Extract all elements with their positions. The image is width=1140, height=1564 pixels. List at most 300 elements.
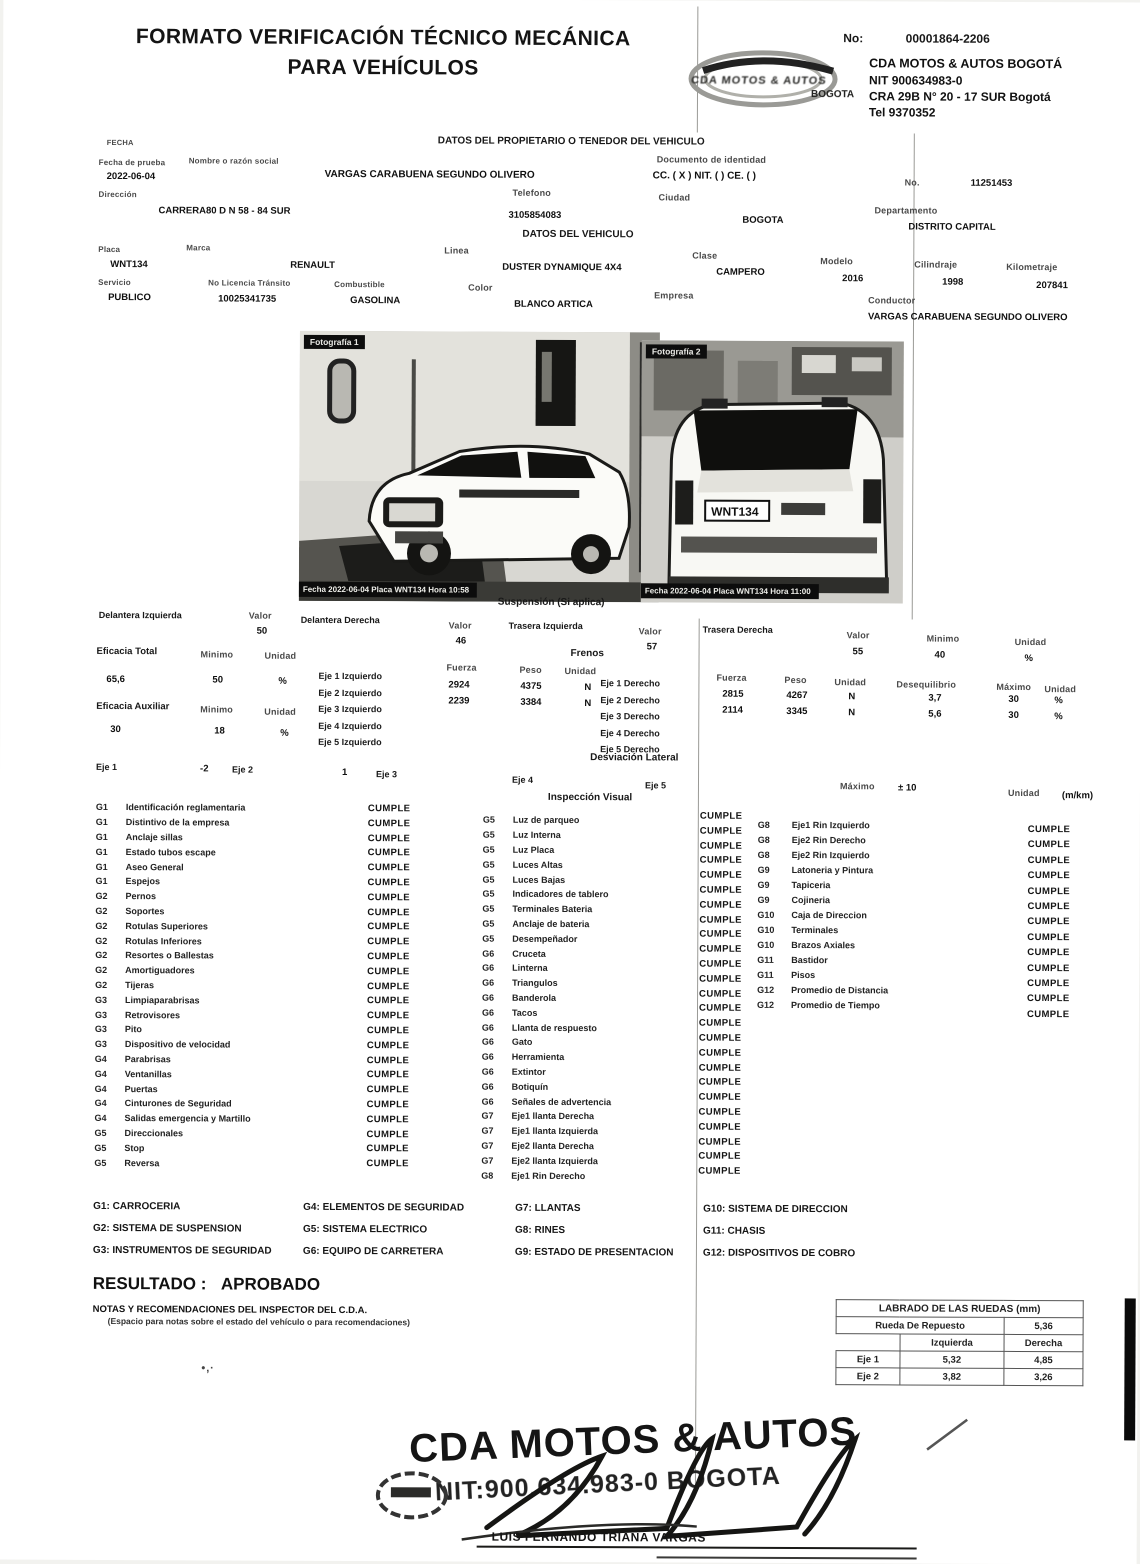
item-code: G5: [482, 815, 495, 826]
company-nit: NIT 900634983-0: [869, 73, 963, 88]
inspection-item: [757, 967, 967, 983]
resultado: [93, 1274, 320, 1295]
handwritten-mark: • , ·: [201, 1362, 214, 1375]
eje-derecho-label: Eje 3 Derecho: [600, 711, 660, 722]
item-label: Ventanillas: [124, 1068, 172, 1079]
documento-no-label: No.: [904, 177, 920, 188]
item-result: CUMPLE: [1027, 977, 1070, 990]
frenos-left-row2-fuerza: 2239: [448, 695, 470, 707]
inspection-item: [94, 1140, 344, 1156]
legend-item: G9: ESTADO DE PRESENTACION: [514, 1246, 674, 1259]
item-result: CUMPLE: [367, 965, 410, 978]
eje-izquierdo-label: Eje 5 Izquierdo: [318, 736, 382, 748]
frenos-right-row2-maximo: 30: [1008, 709, 1019, 721]
licencia-value: 10025341735: [218, 293, 277, 305]
item-label: Promedio de Distancia: [791, 984, 889, 995]
inspection-item: [481, 1123, 691, 1139]
item-code: G10: [757, 939, 775, 950]
resultado-value: APROBADO: [220, 1274, 321, 1294]
item-code: G4: [94, 1053, 107, 1064]
eficacia-aux-minimo-label: Minimo: [200, 704, 234, 715]
susp-entry-1-valor-label: Valor: [248, 610, 272, 621]
item-label: Tijeras: [125, 980, 154, 991]
item-result: CUMPLE: [698, 1017, 742, 1029]
item-label: Eje1 Rin Derecho: [511, 1170, 586, 1181]
frenos-right-row1-unidad: N: [848, 691, 856, 703]
frenos-left-peso-label: Peso: [519, 664, 542, 675]
form-title-line2: PARA VEHÍCULOS: [287, 56, 479, 81]
item-label: Stop: [124, 1142, 145, 1153]
item-result: CUMPLE: [699, 810, 743, 822]
item-label: Estado tubos escape: [125, 846, 216, 858]
inspection-item: [757, 982, 967, 998]
item-result: CUMPLE: [1027, 870, 1071, 882]
item-code: G3: [94, 1024, 107, 1035]
inspection-item: [96, 830, 346, 846]
inspection-item: [482, 887, 692, 903]
inspection-item: [481, 1153, 691, 1169]
item-code: G5: [482, 874, 495, 885]
signature-line-2: [657, 1556, 917, 1559]
frenos-right-fuerza-label: Fuerza: [716, 672, 747, 683]
item-result: CUMPLE: [699, 825, 743, 837]
photo-1-label: Fotografía 1: [304, 335, 365, 349]
item-result: CUMPLE: [367, 877, 411, 889]
photo-2-plate-text: WNT134: [711, 504, 759, 519]
item-label: Cinturones de Seguridad: [124, 1098, 232, 1109]
inspection-item: [96, 859, 346, 875]
item-code: G7: [481, 1155, 494, 1166]
item-result: CUMPLE: [698, 1002, 742, 1015]
item-code: G9: [757, 894, 770, 905]
legend-item: G8: RINES: [515, 1224, 566, 1236]
eficacia-aux-unidad-value: %: [280, 727, 289, 739]
legend-item: G4: ELEMENTOS DE SEGURIDAD: [303, 1201, 465, 1214]
item-code: G8: [481, 1170, 494, 1181]
inspection-item: [757, 922, 967, 938]
eficacia-total-value: 65,6: [106, 673, 125, 686]
inspection-item: [482, 1020, 692, 1036]
item-label: Puertas: [124, 1083, 158, 1094]
kilometraje-value: 207841: [1036, 280, 1068, 292]
desviacion-maximo-value: ± 10: [897, 782, 917, 794]
desviacion-eje3-label: Eje 3: [376, 769, 398, 780]
eje-derecho-label: Eje 1 Derecho: [600, 678, 660, 689]
item-code: G4: [94, 1068, 107, 1079]
item-code: G6: [482, 977, 495, 988]
inspection-item: [482, 916, 692, 932]
frenos-left-eje-list: [318, 671, 382, 754]
item-result: CUMPLE: [1027, 947, 1070, 959]
inspection-item: [94, 1155, 344, 1171]
item-result: CUMPLE: [366, 1010, 410, 1022]
ciudad-value: BOGOTA: [742, 214, 784, 226]
vehicle-photo-2: [641, 340, 904, 603]
eje-derecho-label: Eje 5 Derecho: [600, 744, 660, 755]
inspection-item: [95, 933, 345, 949]
item-code: G1: [95, 802, 108, 813]
item-result: CUMPLE: [698, 1121, 742, 1133]
inspection-item: [757, 997, 967, 1013]
item-result: CUMPLE: [698, 1091, 742, 1103]
item-label: Llanta de respuesto: [511, 1022, 597, 1033]
modelo-label: Modelo: [820, 256, 853, 267]
inspection-item: [95, 1066, 345, 1082]
linea-value: DUSTER DYNAMIQUE 4X4: [502, 261, 622, 274]
labrado-table: [835, 1299, 1083, 1386]
item-result: CUMPLE: [366, 1113, 410, 1126]
frenos-unidad2-label: Unidad: [1044, 684, 1077, 695]
legend-item: G3: INSTRUMENTOS DE SEGURIDAD: [92, 1244, 272, 1257]
inspection-item: [95, 918, 345, 934]
inspection-item: [94, 1125, 344, 1141]
item-label: Rotulas Inferiores: [125, 935, 202, 946]
item-label: Pisos: [791, 969, 816, 980]
susp-entry-2-label: Delantera Derecha: [300, 614, 380, 626]
inspection-item: [482, 1094, 692, 1110]
conductor-value: VARGAS CARABUENA SEGUNDO OLIVERO: [868, 311, 1068, 324]
item-label: Espejos: [125, 876, 161, 887]
frenos-maximo-label: Máximo: [996, 681, 1032, 693]
item-result: CUMPLE: [366, 1069, 410, 1081]
item-label: Eje1 Rin Izquierdo: [791, 819, 870, 830]
company-block: [869, 55, 1129, 122]
frenos-right-row2-peso: 3345: [786, 705, 808, 718]
frenos-left-fuerza-label: Fuerza: [446, 662, 477, 673]
owner-section-heading: DATOS DEL PROPIETARIO O TENEDOR DEL VEHICULO: [437, 135, 705, 148]
desviacion-eje1-label: Eje 1: [96, 761, 118, 773]
inspection-item: [482, 901, 692, 917]
item-code: G11: [757, 954, 774, 965]
documento-label: Documento de identidad: [656, 154, 767, 165]
item-result: CUMPLE: [699, 840, 743, 852]
frenos-left-row1-unidad: N: [584, 682, 592, 694]
item-result: CUMPLE: [698, 1165, 741, 1177]
empresa-label: Empresa: [654, 290, 694, 301]
marca-value: RENAULT: [290, 259, 335, 271]
item-label: Pernos: [125, 891, 157, 902]
item-label: Linterna: [512, 963, 548, 974]
item-code: G2: [95, 950, 108, 961]
item-result: CUMPLE: [698, 1032, 742, 1044]
item-code: G8: [757, 834, 770, 845]
telefono-label: Telefono: [512, 187, 552, 198]
direccion-label: Dirección: [98, 189, 137, 200]
item-label: Amortiguadores: [125, 965, 195, 976]
susp-entry-4-valor-label: Valor: [846, 630, 870, 641]
item-result: CUMPLE: [699, 899, 743, 911]
inspection-item: [482, 1064, 692, 1080]
item-result: CUMPLE: [699, 854, 743, 867]
item-result: CUMPLE: [1026, 1008, 1070, 1020]
item-code: G6: [481, 1007, 495, 1018]
item-result: CUMPLE: [366, 1039, 410, 1052]
item-result: CUMPLE: [698, 1136, 741, 1148]
company-phone: Tel 9370352: [868, 105, 936, 120]
nombre-label: Nombre o razón social: [188, 156, 279, 166]
item-result: CUMPLE: [366, 1054, 410, 1066]
inspection-item: [95, 977, 345, 993]
item-code: G2: [95, 979, 108, 990]
labrado-repuesto-label: Rueda De Repuesto: [836, 1317, 1004, 1335]
inspection-item: [758, 817, 968, 833]
item-code: G9: [757, 864, 770, 875]
cilindraje-label: Cilindraje: [914, 259, 958, 270]
item-code: G1: [95, 876, 108, 887]
item-result: CUMPLE: [367, 906, 410, 918]
company-name: CDA MOTOS & AUTOS BOGOTÁ: [869, 56, 1063, 72]
item-result: CUMPLE: [1027, 854, 1071, 866]
item-label: Luz de parqueo: [512, 815, 580, 826]
inspeccion-col1-results: [366, 803, 410, 1173]
item-label: Luces Bajas: [512, 874, 566, 885]
item-label: Señales de advertencia: [511, 1096, 612, 1107]
item-label: Limpiaparabrisas: [125, 994, 200, 1006]
departamento-value: DISTRITO CAPITAL: [908, 221, 996, 233]
frenos-left-row1-peso: 4375: [520, 680, 542, 692]
frenos-left-row2-peso: 3384: [520, 696, 542, 708]
inspection-item: [95, 904, 345, 920]
item-code: G7: [481, 1125, 494, 1136]
direccion-value: CARRERA80 D N 58 - 84 SUR: [158, 205, 291, 217]
inspeccion-heading: Inspección Visual: [547, 791, 633, 804]
inspeccion-col1-items: [94, 800, 346, 1171]
susp-entry-3-valor: 57: [646, 641, 658, 653]
susp-entry-3-valor-label: Valor: [638, 626, 662, 637]
legend-item: G5: SISTEMA ELECTRICO: [303, 1223, 428, 1236]
servicio-label: Servicio: [98, 277, 131, 288]
frenos-desequilibrio-label: Desequilibrio: [896, 679, 957, 690]
item-label: Identificación reglamentaria: [125, 802, 246, 813]
item-code: G3: [94, 1039, 107, 1050]
item-code: G6: [481, 1081, 494, 1092]
item-code: G3: [94, 1009, 108, 1020]
item-label: Terminales: [791, 924, 839, 935]
linea-label: Linea: [444, 245, 469, 256]
inspection-item: [483, 827, 693, 843]
item-label: Latoneria y Pintura: [791, 864, 874, 875]
inspeccion-col2-items: [481, 813, 693, 1184]
item-label: Distintivo de la empresa: [125, 817, 230, 828]
item-result: CUMPLE: [366, 1128, 409, 1140]
inspection-item: [96, 844, 346, 860]
item-label: Eje2 Rin Izquierdo: [791, 849, 870, 860]
inspection-item: [758, 862, 968, 878]
item-label: Luz Placa: [512, 844, 555, 855]
item-result: CUMPLE: [367, 980, 410, 992]
susp-minimo-label: Minimo: [926, 633, 960, 644]
inspection-item: [482, 946, 692, 962]
item-code: G6: [481, 1051, 494, 1062]
frenos-right-row2-desequilibrio: 5,6: [928, 708, 942, 720]
color-value: BLANCO ARTICA: [514, 298, 593, 311]
item-label: Triangulos: [512, 977, 558, 989]
item-result: CUMPLE: [367, 891, 411, 904]
item-label: Tacos: [511, 1007, 538, 1018]
item-result: CUMPLE: [699, 928, 742, 941]
item-code: G6: [481, 1066, 494, 1077]
item-code: G10: [757, 924, 775, 935]
inspection-item: [482, 961, 692, 977]
item-label: Soportes: [125, 906, 165, 917]
frenos-right-row1-peso: 4267: [786, 689, 808, 702]
susp-entry-1-valor: 50: [256, 625, 268, 637]
eficacia-total-unidad-value: %: [278, 675, 287, 687]
cilindraje-value: 1998: [942, 276, 964, 288]
item-label: Cruceta: [512, 948, 546, 959]
desviacion-unidad-label: Unidad: [1007, 787, 1040, 799]
item-code: G5: [482, 903, 495, 914]
form-title: [98, 22, 668, 85]
item-code: G2: [95, 891, 108, 902]
inspection-item: [483, 842, 693, 858]
labrado-eje2-label: Eje 2: [836, 1368, 900, 1385]
item-result: CUMPLE: [366, 1158, 409, 1170]
item-code: G5: [94, 1127, 107, 1138]
eficacia-total-unidad-label: Unidad: [264, 650, 297, 661]
eje-derecho-label: Eje 2 Derecho: [600, 694, 660, 705]
servicio-value: PUBLICO: [108, 291, 151, 304]
susp-entry-2-valor-label: Valor: [448, 620, 472, 631]
desviacion-eje2-label: Eje 2: [232, 764, 254, 775]
desviacion-maximo-label: Máximo: [839, 781, 875, 792]
fecha-prueba-label: Fecha de prueba: [98, 157, 166, 168]
eficacia-total-minimo-value: 50: [212, 674, 224, 686]
inspeccion-col3-results: [1027, 824, 1070, 1024]
labrado-col-izquierda: Izquierda: [900, 1334, 1004, 1351]
bottom-stamp-nit: NIT:900.634.983-0 BOGOTA: [434, 1461, 782, 1507]
item-code: G7: [481, 1110, 494, 1121]
item-code: G5: [482, 829, 495, 840]
item-result: CUMPLE: [1027, 931, 1070, 943]
item-result: CUMPLE: [1027, 839, 1071, 851]
item-label: Eje2 llanta Izquierda: [511, 1155, 598, 1166]
item-result: CUMPLE: [1027, 823, 1071, 836]
item-result: CUMPLE: [699, 943, 742, 955]
scan-edge-artifact: [1124, 1298, 1136, 1440]
item-label: Brazos Axiales: [791, 939, 856, 950]
legend-item: G12: DISPOSITIVOS DE COBRO: [702, 1247, 856, 1260]
item-code: G4: [94, 1113, 107, 1124]
inspection-item: [95, 1007, 345, 1023]
item-code: G5: [482, 888, 495, 900]
desviacion-eje1-value: -2: [200, 763, 209, 775]
item-label: Eje2 Rin Derecho: [791, 834, 866, 845]
item-label: Salidas emergencia y Martillo: [124, 1113, 251, 1124]
inspection-item: [95, 1081, 345, 1097]
inspection-item: [483, 857, 693, 873]
eficacia-aux-value: 30: [110, 723, 121, 736]
vehicle-section-heading: DATOS DEL VEHICULO: [522, 228, 634, 241]
item-result: CUMPLE: [367, 936, 410, 948]
notas-title: NOTAS Y RECOMENDACIONES DEL INSPECTOR DEL C.D.A.: [92, 1303, 368, 1317]
inspection-item: [95, 1037, 345, 1053]
item-code: G12: [757, 999, 775, 1010]
item-label: Resortes o Ballestas: [125, 950, 214, 961]
item-label: Herramienta: [511, 1051, 565, 1063]
item-code: G5: [94, 1142, 107, 1153]
vehicle-photo-1: [299, 331, 660, 603]
item-result: CUMPLE: [367, 832, 411, 844]
item-result: CUMPLE: [699, 988, 742, 1000]
inspection-item: [482, 1049, 692, 1065]
inspection-item: [757, 907, 967, 923]
legend-item: G1: CARROCERIA: [93, 1200, 181, 1213]
eje-izquierdo-label: Eje 3 Izquierdo: [318, 703, 382, 715]
form-title-line1: FORMATO VERIFICACIÓN TÉCNICO MECÁNICA: [135, 25, 631, 51]
item-label: Bastidor: [791, 954, 828, 965]
eficacia-total-minimo-label: Minimo: [200, 649, 234, 660]
item-result: CUMPLE: [367, 817, 411, 830]
labrado-eje1-derecha: 4,85: [1004, 1351, 1083, 1368]
inspection-item: [481, 1138, 691, 1154]
photo-2-caption: Fecha 2022-06-04 Placa WNT134 Hora 11:00: [641, 583, 819, 599]
frenos-right-peso-label: Peso: [784, 674, 807, 686]
photo-1-caption: Fecha 2022-06-04 Placa WNT134 Hora 10:58: [299, 582, 477, 598]
eficacia-aux-unidad-label: Unidad: [264, 706, 297, 717]
item-label: Banderola: [512, 992, 557, 1003]
inspection-item: [482, 931, 692, 947]
color-label: Color: [468, 282, 493, 293]
item-label: Desempeñador: [512, 933, 578, 944]
documento-options: CC. ( X ) NIT. ( ) CE. ( ): [652, 170, 756, 182]
inspection-item: [95, 963, 345, 979]
inspection-item: [96, 874, 346, 890]
item-label: Dispositivo de velocidad: [124, 1039, 231, 1050]
susp-entry-1-label: Delantera Izquierda: [98, 609, 182, 621]
item-result: CUMPLE: [698, 1047, 742, 1059]
item-code: G12: [757, 984, 775, 995]
inspection-item: [758, 877, 968, 893]
frenos-right-row2-unidad2: %: [1054, 711, 1063, 723]
fecha-section-label: FECHA: [106, 137, 134, 148]
item-result: CUMPLE: [698, 1150, 741, 1163]
item-label: Indicadores de tablero: [512, 889, 609, 900]
inspeccion-col3-items: [757, 817, 968, 1013]
item-result: CUMPLE: [1027, 885, 1071, 897]
company-address: CRA 29B N° 20 - 17 SUR Bogotá: [868, 89, 1051, 105]
marca-label: Marca: [186, 243, 211, 253]
item-label: Luz Interna: [512, 829, 561, 841]
ciudad-label: Ciudad: [658, 192, 691, 203]
item-label: Terminales Bateria: [512, 903, 593, 915]
inspection-item: [96, 800, 346, 816]
item-code: G5: [482, 844, 495, 855]
labrado-title: LABRADO DE LAS RUEDAS (mm): [836, 1300, 1083, 1318]
item-label: Anclaje sillas: [125, 832, 183, 843]
form-number: [843, 29, 990, 48]
item-label: Aseo General: [125, 861, 184, 872]
frenos-heading: Frenos: [570, 648, 604, 660]
frenos-right-row1-maximo: 30: [1008, 693, 1019, 705]
item-result: CUMPLE: [699, 869, 743, 881]
resultado-label: RESULTADO :: [92, 1273, 207, 1294]
bottom-stamp-name: CDA MOTOS & AUTOS: [408, 1409, 858, 1472]
item-result: CUMPLE: [699, 884, 743, 896]
placa-label: Placa: [98, 244, 121, 255]
labrado-eje2-izquierda: 3,82: [900, 1368, 1004, 1385]
conductor-label: Conductor: [868, 295, 916, 306]
item-result: CUMPLE: [367, 862, 411, 874]
item-code: G9: [757, 879, 770, 890]
notas-subtitle: (Espacio para notas sobre el estado del vehículo o para recomendaciones): [107, 1315, 410, 1328]
item-code: G2: [95, 935, 108, 946]
inspection-item: [757, 937, 967, 953]
inspection-item: [482, 1035, 692, 1051]
frenos-right-row1-desequilibrio: 3,7: [928, 692, 942, 704]
item-result: CUMPLE: [367, 995, 410, 1007]
inspection-item: [95, 1051, 345, 1067]
